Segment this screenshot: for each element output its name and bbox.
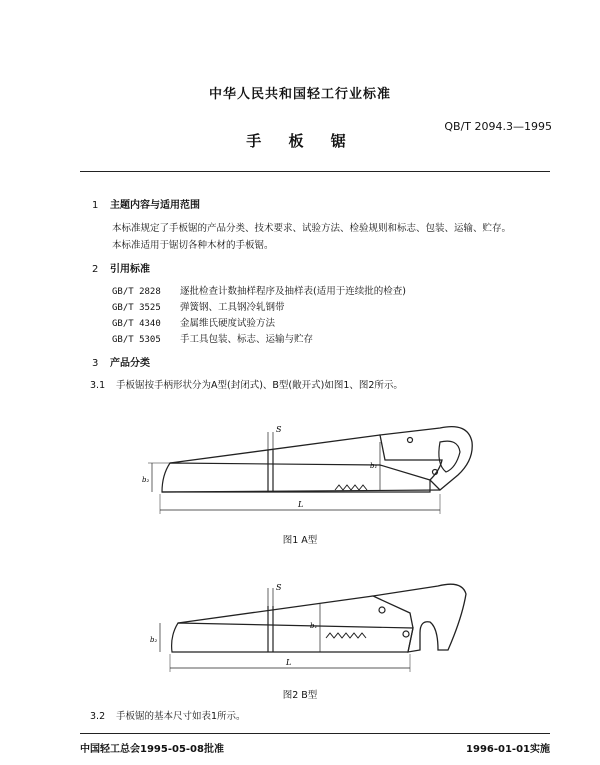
clause-3-1 xyxy=(90,377,403,391)
section-2-heading xyxy=(92,260,150,275)
footer-rule xyxy=(80,733,550,734)
standard-code: QB/T 2094.3—1995 xyxy=(444,120,552,133)
reference-text: 逐批检查计数抽样程序及抽样表(适用于连续批的检查) xyxy=(180,286,406,297)
reference-item xyxy=(112,315,275,329)
section-1-heading xyxy=(92,196,200,211)
section-1-paragraph-2: 本标准适用于锯切各种木材的手板锯。 xyxy=(112,240,274,251)
figure-2-type-b-saw xyxy=(148,578,488,678)
figure-1-type-a-saw xyxy=(140,420,500,525)
reference-item xyxy=(112,331,313,345)
section-2-number: 2 xyxy=(92,264,99,275)
figure-2-caption: 图2 B型 xyxy=(282,690,318,701)
reference-text: 金属维氏硬度试验方法 xyxy=(180,318,276,329)
standard-title: 中华人民共和国轻工行业标准 xyxy=(208,87,391,102)
document-title: 手 板 锯 xyxy=(246,132,354,150)
clause-3-2-text: 手板锯的基本尺寸如表1所示。 xyxy=(116,711,246,722)
section-2-title: 引用标准 xyxy=(110,264,150,275)
section-1-paragraph-1: 本标准规定了手板锯的产品分类、技术要求、试验方法、检验规则和标志、包装、运输、贮存。 xyxy=(112,223,512,234)
saw-handle xyxy=(373,584,466,652)
figure-1-label-l: L xyxy=(298,500,304,509)
reference-code: GB/T 5305 xyxy=(112,335,161,345)
saw-teeth xyxy=(335,485,367,490)
figure-2-label-l: L xyxy=(286,658,292,667)
section-1-title: 主题内容与适用范围 xyxy=(110,200,200,211)
clause-3-2-number: 3.2 xyxy=(90,711,106,722)
section-3-title: 产品分类 xyxy=(110,358,150,369)
saw-blade xyxy=(162,463,430,492)
section-3-number: 3 xyxy=(92,358,99,369)
approval-date: 中国轻工总会1995-05-08批准 xyxy=(80,744,224,755)
figure-2-label-b1: b₁ xyxy=(310,622,318,630)
reference-text: 弹簧钢、工具钢冷轧钢带 xyxy=(180,302,285,313)
saw-blade xyxy=(172,623,413,652)
reference-item xyxy=(112,283,406,297)
section-3-heading xyxy=(92,354,150,369)
figure-1-label-s: S xyxy=(276,425,282,434)
clause-3-1-text: 手板锯按手柄形状分为A型(封闭式)、B型(敞开式)如图1、图2所示。 xyxy=(116,380,403,391)
figure-1-label-b2: b₂ xyxy=(142,476,150,484)
saw-teeth xyxy=(326,633,366,638)
effective-date: 1996-01-01实施 xyxy=(466,744,550,755)
figure-2-label-s: S xyxy=(276,583,282,592)
reference-item xyxy=(112,299,285,313)
figure-1-label-b1: b₁ xyxy=(370,462,378,470)
section-1-number: 1 xyxy=(92,200,99,211)
reference-code: GB/T 4340 xyxy=(112,319,161,329)
figure-2-label-b2: b₂ xyxy=(150,636,158,644)
clause-3-1-number: 3.1 xyxy=(90,380,106,391)
clause-3-2 xyxy=(90,708,246,722)
reference-code: GB/T 3525 xyxy=(112,303,161,313)
figure-1-caption: 图1 A型 xyxy=(282,535,318,546)
reference-code: GB/T 2828 xyxy=(112,287,161,297)
header-rule xyxy=(80,171,550,172)
reference-text: 手工具包装、标志、运输与贮存 xyxy=(180,334,314,345)
